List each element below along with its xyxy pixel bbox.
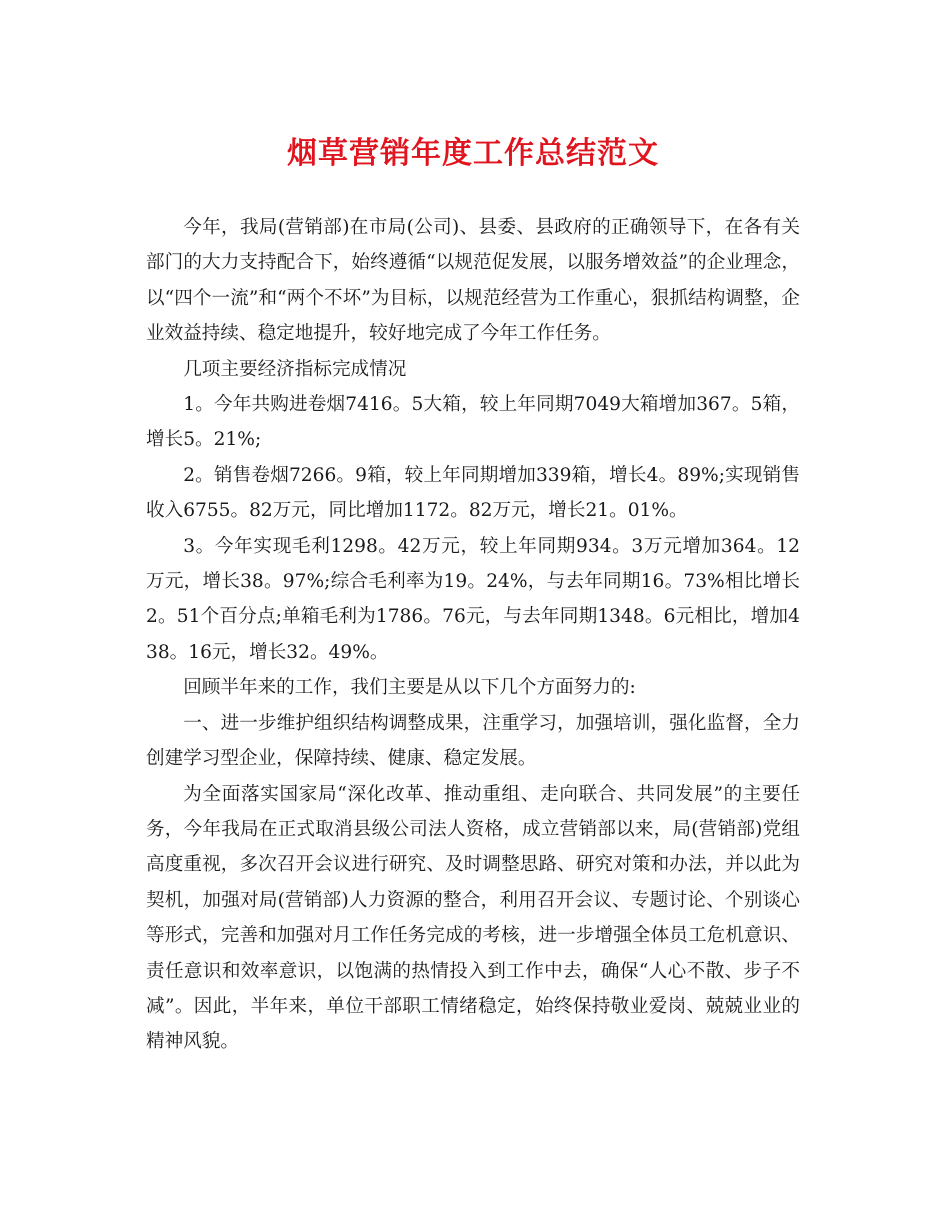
paragraph-item-1: 1。今年共购进卷烟7416。5大箱，较上年同期7049大箱增加367。5箱，增长5。21%; [146,394,800,451]
paragraph-indicators-heading: 几项主要经济指标完成情况 [183,358,407,380]
paragraph-review: 回顾半年来的工作，我们主要是从以下几个方面努力的: [183,677,636,699]
paragraph-section-1-body: 为全面落实国家局“深化改革、推动重组、走向联合、共同发展”的主要任务，今年我局在正式取消县级公司法人资格，成立营销部以来，局(营销部)党组高度重视，多次召开会议进行研究、及时调整思路、研究对策和办法，并以此为契机，加强对局(营销部)人力资源的整合，利用召开会议、专题讨论、个别谈心等形式，完善和加强对月工作任务完成的考核，进一步增强全体员工危机意识、责任意识和效率意识，以饱满的热情投入到工作中去，确保“人心不散、步子不减”。因此，半年来，单位干部职工情绪稳定，始终保持敬业爱岗、兢兢业业的精神风貌。 [146,783,800,1053]
paragraph-item-3: 3。今年实现毛利1298。42万元，较上年同期934。3万元增加364。12万元，增长38。97%;综合毛利率为19。24%，与去年同期16。73%相比增长2。51个百分点;单箱毛利为1786。76元，与去年同期1348。6元相比，增加438。16元，增长32。49%。 [146,535,800,663]
paragraph-intro: 今年，我局(营销部)在市局(公司)、县委、县政府的正确领导下，在各有关部门的大力支持配合下，始终遵循“以规范促发展，以服务增效益”的企业理念，以“四个一流”和“两个不坏”为目标，以规范经营为工作重心，狠抓结构调整，企业效益持续、稳定地提升，较好地完成了今年工作任务。 [146,217,800,345]
paragraph-section-1-heading: 一、进一步维护组织结构调整成果，注重学习，加强培训，强化监督，全力创建学习型企业，保障持续、健康、稳定发展。 [146,712,800,770]
document-title: 烟草营销年度工作总结范文 [287,136,659,171]
paragraph-item-2: 2。销售卷烟7266。9箱，较上年同期增加339箱，增长4。89%;实现销售收入6755。82万元，同比增加1172。82万元，增长21。01%。 [146,464,800,522]
